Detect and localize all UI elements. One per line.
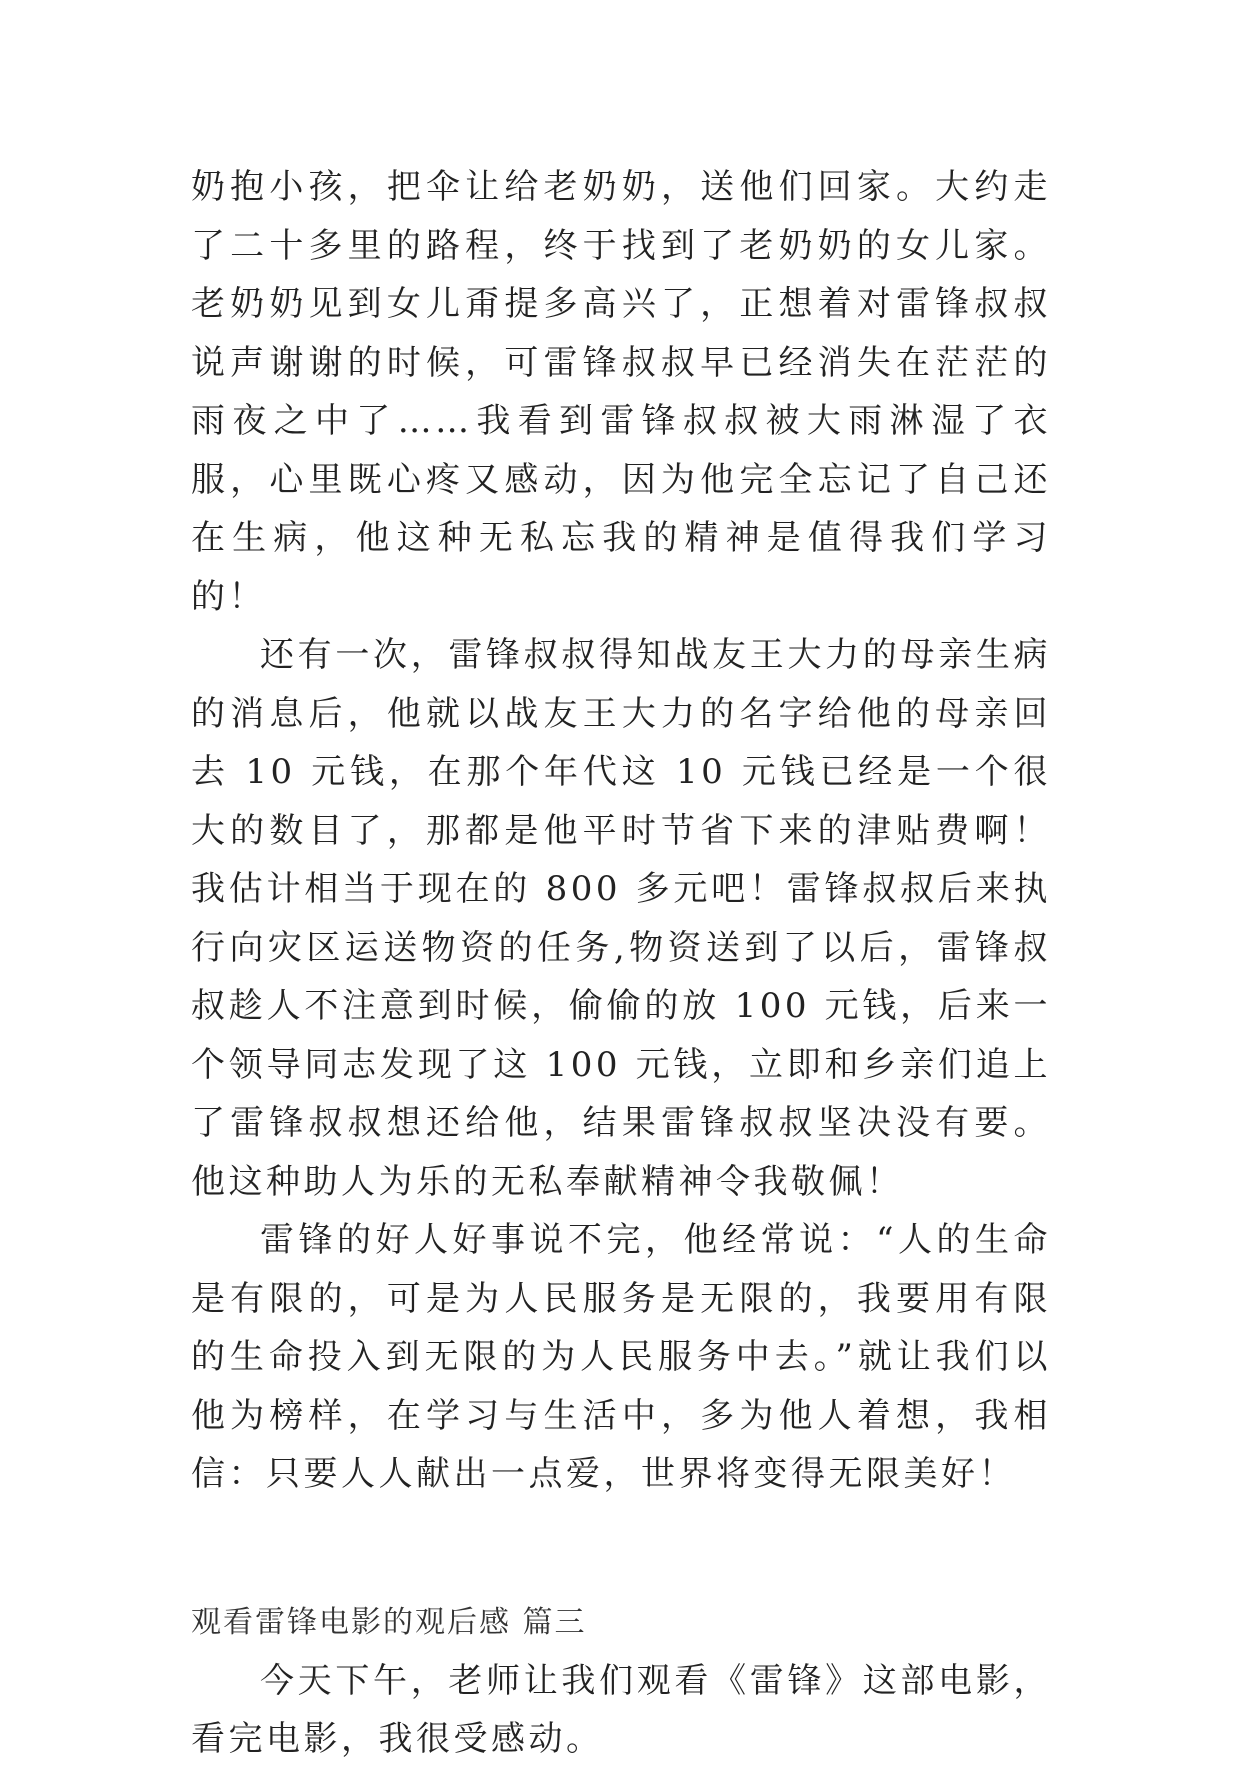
section-heading: 观看雷锋电影的观后感 篇三 (191, 1604, 587, 1640)
paragraph-continued: 奶抱小孩，把伞让给老奶奶，送他们回家。大约走了二十多里的路程，终于找到了老奶奶的女儿家。老奶奶见到女儿甭提多高兴了，正想着对雷锋叔叔说声谢谢的时候，可雷锋叔叔早已经消失在茫茫的雨夜之中了……我看到雷锋叔叔被大雨淋湿了衣服，心里既心疼又感动，因为他完全忘记了自己还在生病，他这种无私忘我的精神是值得我们学习的！ (191, 167, 1051, 617)
document-body (191, 158, 1051, 1769)
paragraph-donation: 还有一次，雷锋叔叔得知战友王大力的母亲生病的消息后，他就以战友王大力的名字给他的母亲回去 10 元钱，在那个年代这 10 元钱已经是一个很大的数目了，那都是他平时节省下来的津贴费啊！我估计相当于现在的 800 多元吧！雷锋叔叔后来执行向灾区运送物资的任务,物资送到了以后，雷锋叔叔趁人不注意到时候，偷偷的放 100 元钱，后来一个领导同志发现了这 100 元钱，立即和乡亲们追上了雷锋叔叔想还给他，结果雷锋叔叔坚决没有要。他这种助人为乐的无私奉献精神令我敬佩！ (191, 635, 1051, 1202)
paragraph-intro: 今天下午，老师让我们观看《雷锋》这部电影，看完电影，我很受感动。 (191, 1660, 1051, 1759)
paragraph-conclusion: 雷锋的好人好事说不完，他经常说：“人的生命是有限的，可是为人民服务是无限的，我要用有限的生命投入到无限的为人民服务中去。”就让我们以他为榜样，在学习与生活中，多为他人着想，我相信：只要人人献出一点爱，世界将变得无限美好！ (191, 1220, 1051, 1494)
